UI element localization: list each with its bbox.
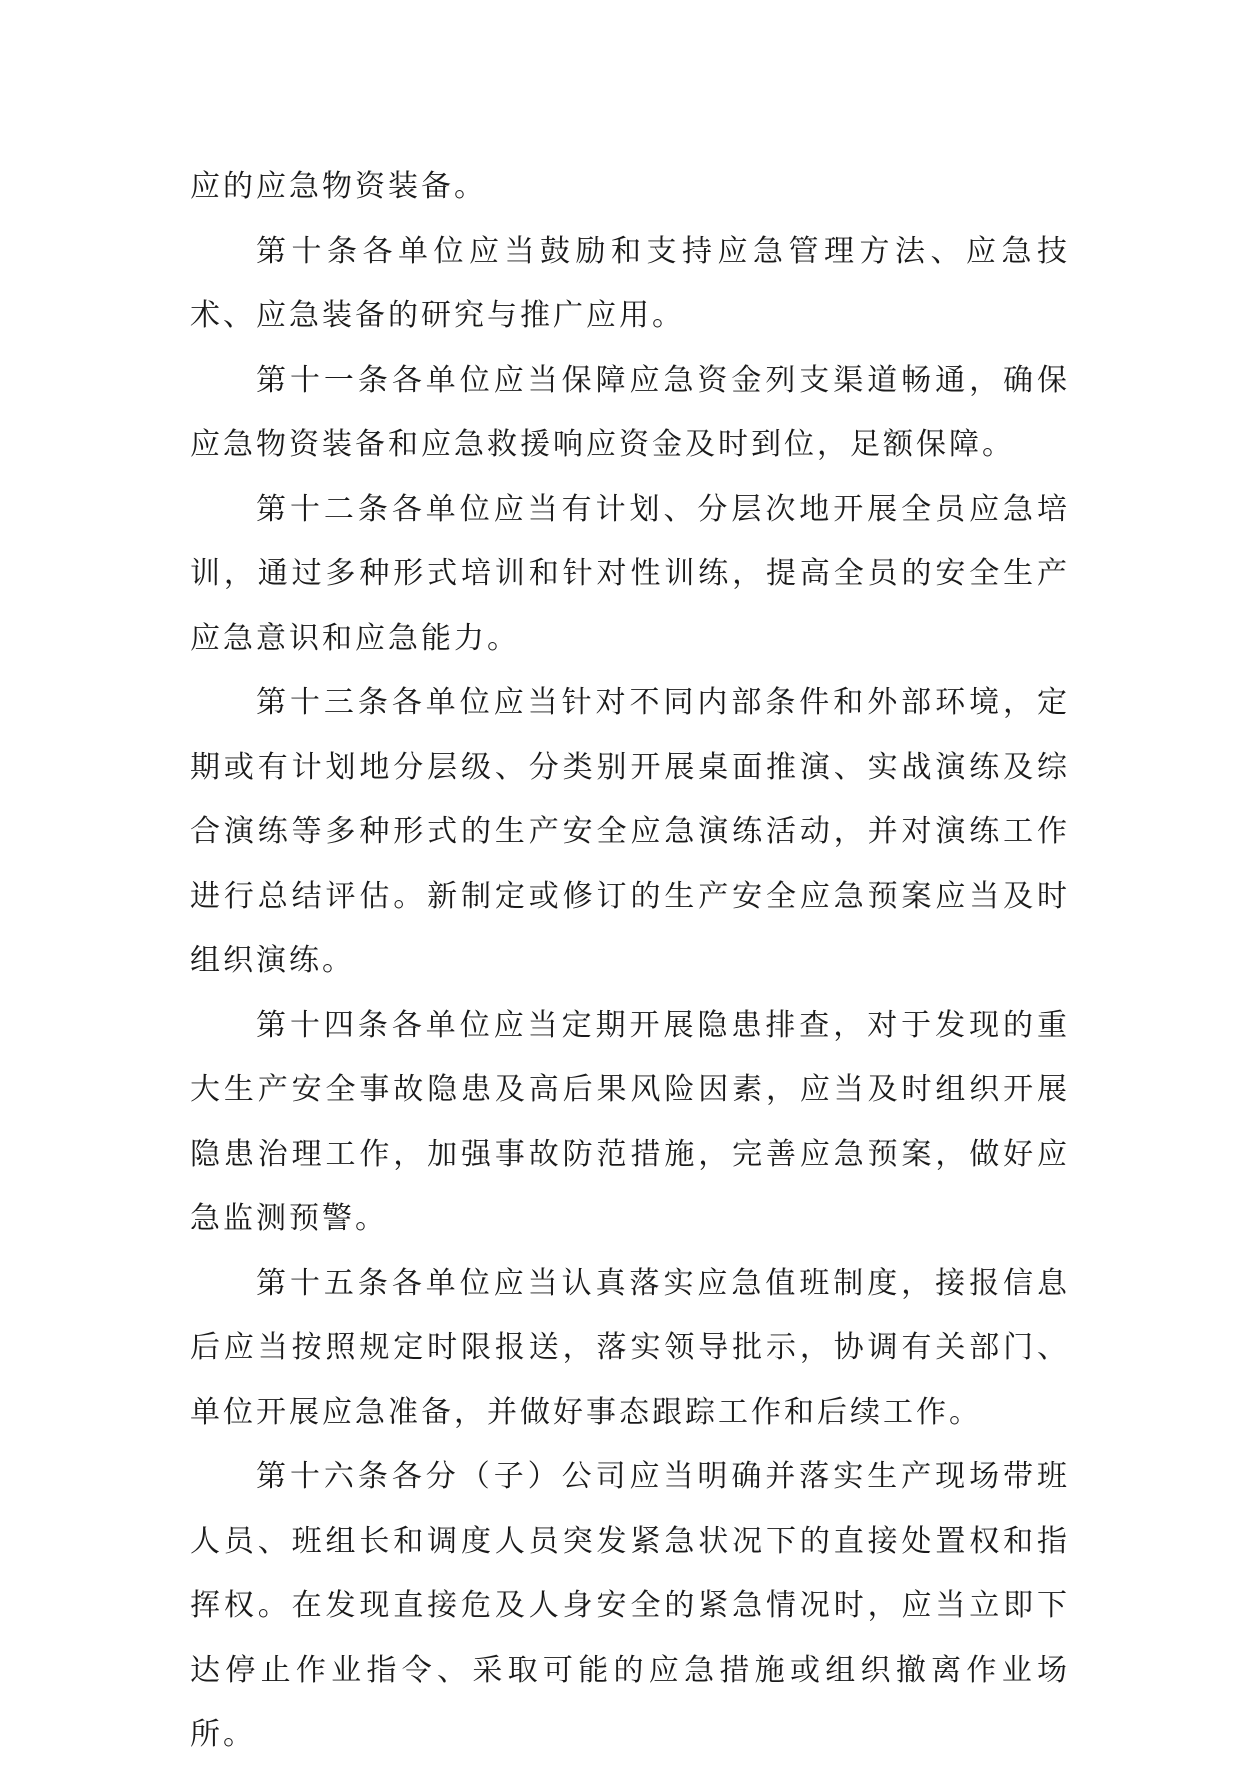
article-16: 第十六条各分（子）公司应当明确并落实生产现场带班人员、班组长和调度人员突发紧急状况下的直接处置权和指挥权。在发现直接危及人身安全的紧急情况时，应当立即下达停止作业指令、采取可能的应急措施或组织撤离作业场所。	[190, 1459, 1070, 1752]
article-10: 第十条各单位应当鼓励和支持应急管理方法、应急技术、应急装备的研究与推广应用。	[190, 233, 1070, 333]
article-15: 第十五条各单位应当认真落实应急值班制度，接报信息后应当按照规定时限报送，落实领导批示，协调有关部门、单位开展应急准备，并做好事态跟踪工作和后续工作。	[190, 1265, 1070, 1430]
paragraph-continuation: 应的应急物资装备。	[190, 169, 487, 204]
article-13: 第十三条各单位应当针对不同内部条件和外部环境，定期或有计划地分层级、分类别开展桌面推演、实战演练及综合演练等多种形式的生产安全应急演练活动，并对演练工作进行总结评估。新制定或修订的生产安全应急预案应当及时组织演练。	[190, 685, 1070, 978]
article-12: 第十二条各单位应当有计划、分层次地开展全员应急培训，通过多种形式培训和针对性训练，提高全员的安全生产应急意识和应急能力。	[190, 491, 1070, 656]
article-11: 第十一条各单位应当保障应急资金列支渠道畅通，确保应急物资装备和应急救援响应资金及时到位，足额保障。	[190, 362, 1070, 462]
document-body	[190, 155, 1070, 1768]
article-14: 第十四条各单位应当定期开展隐患排查，对于发现的重大生产安全事故隐患及高后果风险因素，应当及时组织开展隐患治理工作，加强事故防范措施，完善应急预案，做好应急监测预警。	[190, 1007, 1070, 1236]
